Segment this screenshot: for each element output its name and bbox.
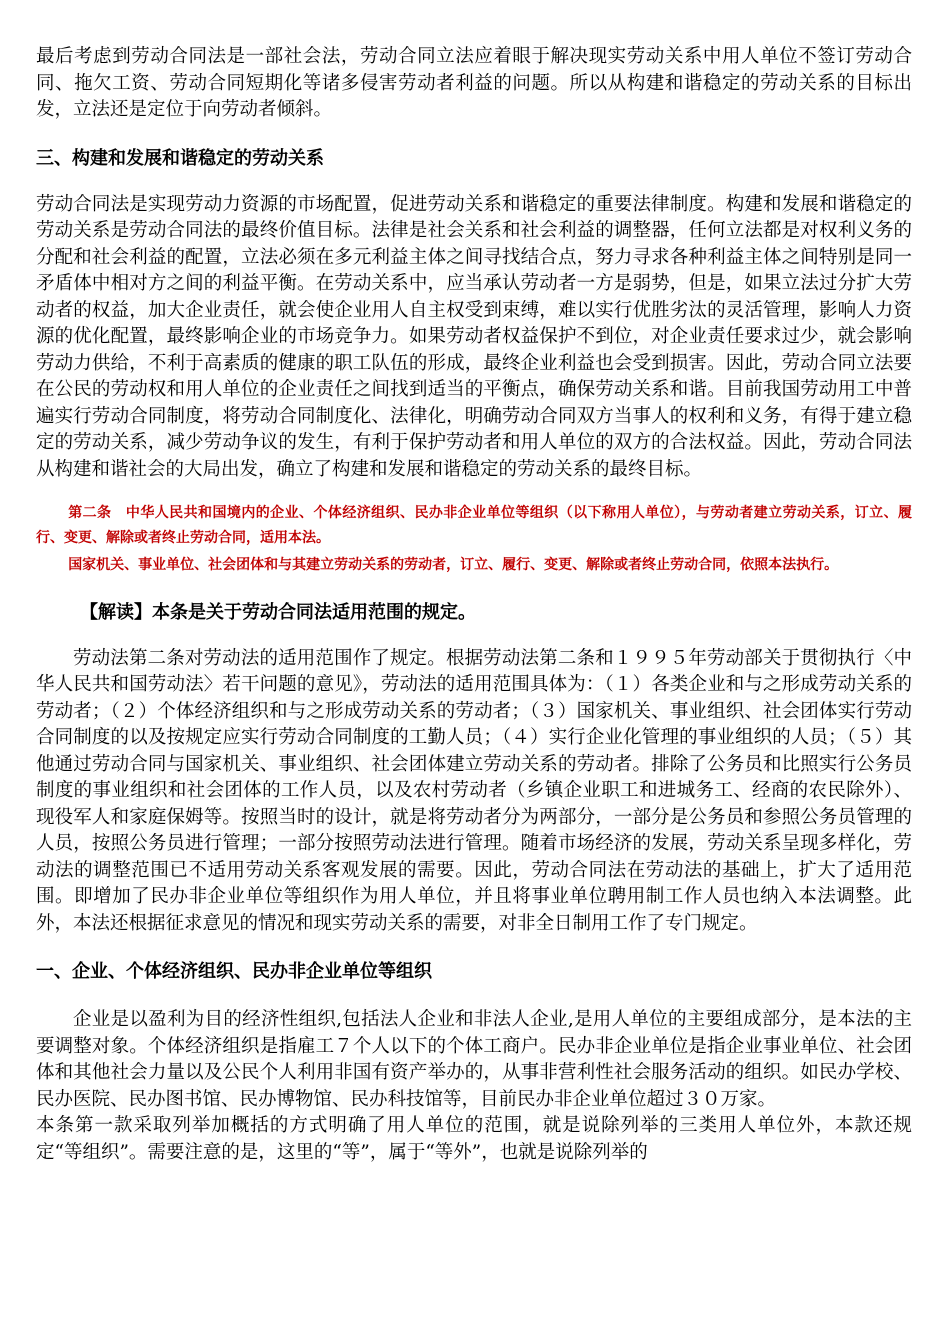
paragraph-scope-explanation: 劳动法第二条对劳动法的适用范围作了规定。根据劳动法第二条和１９９５年劳动部关于贯彻执行〈中华人民共和国劳动法〉若干问题的意见》，劳动法的适用范围具体为：（１）各类企业和与之形成劳动关系的劳动者；（２）个体经济组织和与之形成劳动关系的劳动者；（３）国家机关、事业组织、社会团体实行劳动合同制度的以及按规定应实行劳动合同制度的工勤人员；（４）实行企业化管理的事业组织的人员；（５）其他通过劳动合同与国家机关、事业组织、社会团体建立劳动关系的劳动者。排除了公务员和比照实行公务员制度的事业组织和社会团体的工作人员，以及农村劳动者（乡镇企业职工和进城务工、经商的农民除外）、现役军人和家庭保姆等。按照当时的设计，就是将劳动者分为两部分，一部分是公务员和参照公务员管理的人员，按照公务员进行管理；一部分按照劳动法进行管理。随着市场经济的发展，劳动关系呈现多样化，劳动法的调整范围已不适用劳动关系客观发展的需要。因此，劳动合同法在劳动法的基础上，扩大了适用范围。即增加了民办非企业单位等组织作为用人单位，并且将事业单位聘用制工作人员也纳入本法调整。此外，本法还根据征求意见的情况和现实劳动关系的需要，对非全日制用工作了专门规定。: [36, 647, 912, 934]
paragraph-harmonious-labor-relations: 劳动合同法是实现劳动力资源的市场配置，促进劳动关系和谐稳定的重要法律制度。构建和发展和谐稳定的劳动关系是劳动合同法的最终价值目标。法律是社会关系和社会利益的调整器，任何立法都是对权利义务的分配和社会利益的配置，立法必须在多元利益主体之间寻找结合点，努力寻求各种利益主体之间特别是同一矛盾体中相对方之间的利益平衡。在劳动关系中，应当承认劳动者一方是弱势，但是，如果立法过分扩大劳动者的权益，加大企业责任，就会使企业用人自主权受到束缚，难以实行优胜劣汰的灵活管理，影响人力资源的优化配置，最终影响企业的市场竞争力。如果劳动者权益保护不到位，对企业责任要求过少，就会影响劳动力供给，不利于高素质的健康的职工队伍的形成，最终企业利益也会受到损害。因此，劳动合同立法要在公民的劳动权和用人单位的企业责任之间找到适当的平衡点，确保劳动关系和谐。目前我国劳动用工中普遍实行劳动合同制度，将劳动合同制度化、法律化，明确劳动合同双方当事人的权利和义务，有得于建立稳定的劳动关系，减少劳动争议的发生，有利于保护劳动者和用人单位的双方的合法权益。因此，劳动合同法从构建和谐社会的大局出发，确立了构建和发展和谐稳定的劳动关系的最终目标。: [36, 193, 912, 480]
paragraph-enterprise-definition: 企业是以盈利为目的经济性组织,包括法人企业和非法人企业,是用人单位的主要组成部分，是本法的主要调整对象。个体经济组织是指雇工７个人以下的个体工商户。民办非企业单位是指企业事业单位、社会团体和其他社会力量以及公民个人利用非国有资产举办的，从事非营利性社会服务活动的组织。如民办学校、民办医院、民办图书馆、民办博物馆、民办科技馆等，目前民办非企业单位超过３０万家。: [36, 1009, 912, 1110]
document-page: [36, 44, 912, 1166]
section-heading-three: 三、构建和发展和谐稳定的劳动关系: [36, 147, 324, 169]
paragraph-closing: 最后考虑到劳动合同法是一部社会法，劳动合同立法应着眼于解决现实劳动关系中用人单位不签订劳动合同、拖欠工资、劳动合同短期化等诸多侵害劳动者利益的问题。所以从构建和谐稳定的劳动关系的目标出发，立法还是定位于向劳动者倾斜。: [36, 46, 912, 120]
section-heading-one: 一、企业、个体经济组织、民办非企业单位等组织: [36, 961, 432, 982]
article-two-clause-two: 国家机关、事业单位、社会团体和与其建立劳动关系的劳动者，订立、履行、变更、解除或者终止劳动合同，依照本法执行。: [68, 557, 839, 573]
interpretation-heading: 【解读】本条是关于劳动合同法适用范围的规定。: [80, 601, 476, 623]
paragraph-employer-scope: 本条第一款采取列举加概括的方式明确了用人单位的范围，就是说除列举的三类用人单位外，本款还规定“等组织”。需要注意的是，这里的“等”，属于“等外”，也就是说除列举的: [36, 1115, 912, 1163]
article-two-clause-one: 第二条 中华人民共和国境内的企业、个体经济组织、民办非企业单位等组织（以下称用人单位），与劳动者建立劳动关系，订立、履行、变更、解除或者终止劳动合同，适用本法。: [36, 505, 912, 546]
